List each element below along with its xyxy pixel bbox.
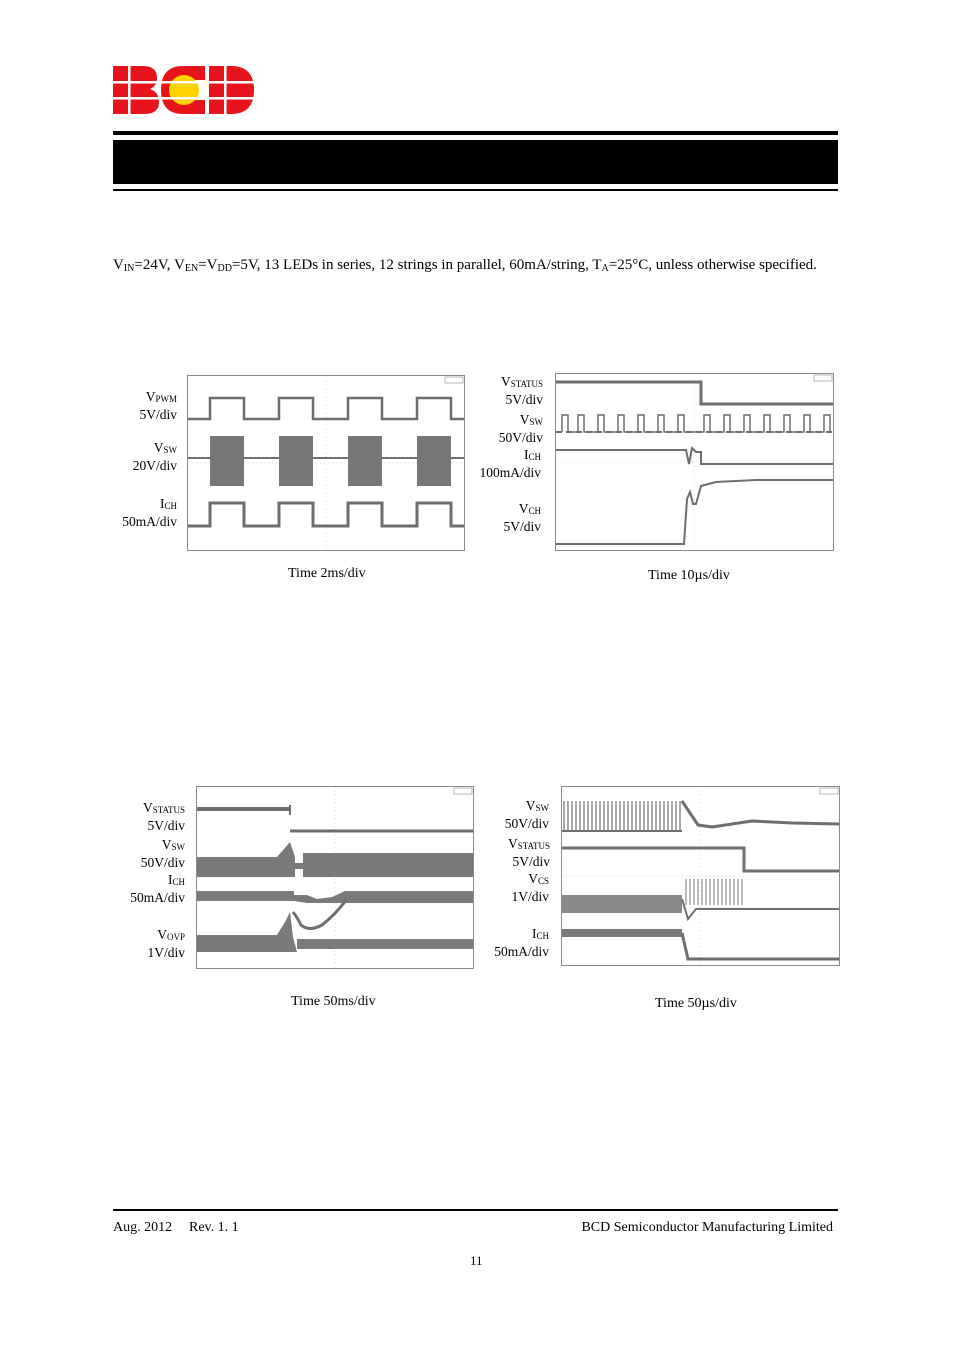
s3-label-vovp: $V_{OVP}$ 1V/div xyxy=(147,927,185,960)
s3-label-ich: $I_{CH}$ 50mA/div xyxy=(130,872,185,905)
s4-label-vstatus: $V_{STATUS}$ 5V/div xyxy=(507,836,550,869)
s4-label-vsw: $V_{SW}$ 50V/div xyxy=(504,798,549,831)
s2-label-vsw: $V_{SW}$ 50V/div xyxy=(498,412,543,445)
footer-company: BCD Semiconductor Manufacturing Limited xyxy=(581,1220,833,1235)
s2-label-ich: $I_{CH}$ 100mA/div xyxy=(479,447,541,480)
header-rule-top xyxy=(113,131,838,135)
scope-2-waveforms xyxy=(556,374,833,550)
s3-label-vsw: $V_{SW}$ 50V/div xyxy=(140,837,185,870)
s2-label-vstatus: $V_{STATUS}$ 5V/div xyxy=(500,374,543,407)
scope-3 xyxy=(196,786,474,969)
s3-label-vstatus: $V_{STATUS}$ 5V/div xyxy=(142,800,185,833)
scope-4 xyxy=(561,786,840,966)
header-bar xyxy=(113,140,838,184)
s1-label-vpwm: $V_{PWM}$ 5V/div xyxy=(139,389,177,422)
scope-4-waveforms xyxy=(562,787,839,965)
footer-rule xyxy=(113,1209,838,1211)
s4-caption: Time 50µs/div xyxy=(655,996,737,1011)
s2-caption: Time 10µs/div xyxy=(648,568,730,583)
scope-1-waveforms xyxy=(188,376,464,550)
s3-caption: Time 50ms/div xyxy=(291,994,376,1009)
s1-caption: Time 2ms/div xyxy=(288,566,366,581)
company-logo xyxy=(113,66,254,114)
header-rule-bottom xyxy=(113,189,838,191)
s1-label-ich: $I_{CH}$ 50mA/div xyxy=(122,496,177,529)
scope-3-waveforms xyxy=(197,787,473,968)
bcd-logo-icon xyxy=(113,66,254,114)
s1-label-vsw: $V_{SW}$ 20V/div xyxy=(132,440,177,473)
test-conditions: $V_{IN}=24V$, $V_{EN}=V_{DD}=5V$, 13 LEDs in series, 12 strings in parallel, 60mA/string, $T_A=25^\circ C$, unless otherwise specified. xyxy=(113,257,817,274)
scope-1 xyxy=(187,375,465,551)
s2-label-vch: $V_{CH}$ 5V/div xyxy=(503,501,541,534)
s4-label-vcs: $V_{CS}$ 1V/div xyxy=(511,871,549,904)
scope-2 xyxy=(555,373,834,551)
footer-revision: Rev. 1. 1 xyxy=(189,1220,239,1235)
page-number: 11 xyxy=(470,1253,483,1268)
s4-label-ich: $I_{CH}$ 50mA/div xyxy=(494,926,549,959)
footer-date: Aug. 2012 xyxy=(113,1220,173,1235)
